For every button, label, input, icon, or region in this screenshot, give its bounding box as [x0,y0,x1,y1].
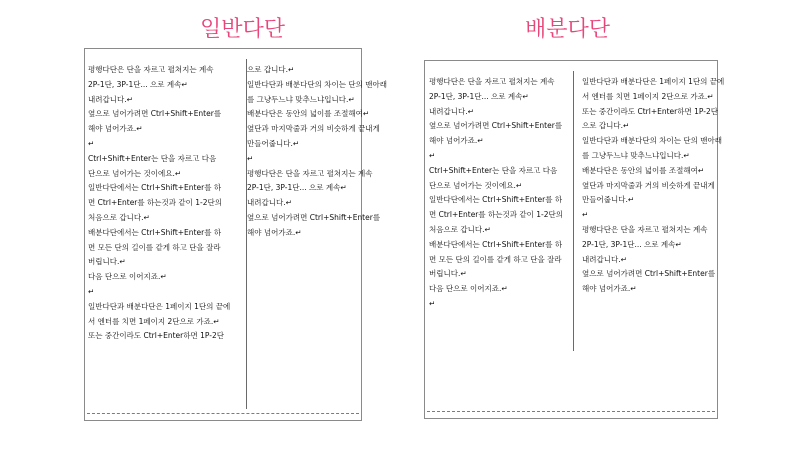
title-general-columns: 일반다단 [200,17,286,42]
text-line: 해야 넘어가죠.↵ [429,136,484,146]
text-line: 배분다단에서는 Ctrl+Shift+Enter를 하 [88,227,222,237]
text-line: 평행다단은 단을 자르고 펼쳐지는 계속 [88,65,214,74]
column-1 [429,75,572,312]
text-line: 옆단과 마지막줄과 거의 비슷하게 끝내게 [582,180,715,190]
text-line: 일반다단과 배분다단은 1페이지 1단의 끝에 [582,77,725,86]
text-line: 배분다단은 동안의 넓이를 조절해여↵ [582,165,705,175]
text-line: ↵ [88,138,95,148]
text-line: 만들어줍니다.↵ [247,138,300,148]
text-line: 단으로 넘어가는 것이에요.↵ [88,168,182,178]
text-line: 서 엔터를 치면 1페이지 2단으로 가죠.↵ [582,91,714,101]
column-2 [247,63,387,241]
text-line: 면 Ctrl+Enter를 하는것과 같이 1-2단의 [429,210,563,220]
column-1 [88,63,246,344]
title-distributed-columns: 배분다단 [525,17,611,42]
column-divider [573,71,574,351]
text-line: Ctrl+Shift+Enter는 단을 자르고 다음 [88,153,217,163]
text-line: 해야 넘어가죠.↵ [88,124,143,134]
text-line: ↵ [429,150,436,160]
text-line: 내려갑니다.↵ [582,254,627,264]
text-line: 다음 단으로 이어지죠.↵ [88,272,167,282]
page-break-line [427,411,715,412]
text-line: 서 엔터를 치면 1페이지 2단으로 가죠.↵ [88,316,220,326]
text-line: 해야 넘어가죠.↵ [247,227,302,237]
text-line: 옆으로 넘어가려면 Ctrl+Shift+Enter를 [247,212,381,222]
text-line: ↵ [247,153,254,163]
text-line: 옆으로 넘어가려면 Ctrl+Shift+Enter를 [429,121,563,131]
text-line: 2P-1단, 3P-1단... 으로 계속↵ [247,183,347,193]
text-line: 또는 중간이라도 Ctrl+Enter하면 1P-2단 [88,331,224,341]
text-line: 옆단과 마지막줄과 거의 비슷하게 끝내게 [247,124,380,134]
text-line: 옆으로 넘어가려면 Ctrl+Shift+Enter를 [582,269,716,279]
text-line: 또는 중간이라도 Ctrl+Enter하면 1P-2단 [582,106,718,116]
text-line: 평행다단은 단을 자르고 펼쳐지는 계속 [582,224,708,234]
text-line: 2P-1단, 3P-1단... 으로 계속↵ [88,79,188,89]
text-line: ↵ [429,298,436,308]
column-2 [582,75,725,297]
text-line: 2P-1단, 3P-1단... 으로 계속↵ [429,91,529,101]
text-line: 면 모든 단의 길이를 같게 하고 단을 잘라 [88,242,221,252]
text-line: 버립니다.↵ [88,257,126,267]
text-line: 를 그냥두느냐 맞추느냐입니다.↵ [247,94,355,104]
text-line: 만들어줍니다.↵ [582,195,635,205]
text-line: 버립니다.↵ [429,269,467,279]
text-line: 일반다단과 배분다단의 차이는 단의 맨아래 [247,79,387,89]
page-general-columns [84,48,387,421]
text-line: 면 Ctrl+Enter를 하는것과 같이 1-2단의 [88,198,222,208]
text-line: 으로 갑니다.↵ [582,121,630,131]
text-line: 배분다단은 동안의 넓이를 조절해여↵ [247,109,370,119]
text-line: 처음으로 갑니다.↵ [88,212,150,222]
text-line: 일반다단에서는 Ctrl+Shift+Enter를 하 [88,183,222,193]
text-line: 다음 단으로 이어지죠.↵ [429,284,508,294]
text-line: 내려갑니다.↵ [247,198,292,208]
text-line: Ctrl+Shift+Enter는 단을 자르고 다음 [429,165,558,175]
text-line: 으로 갑니다.↵ [247,65,295,74]
text-line: 면 모든 단의 길이를 같게 하고 단을 잘라 [429,254,562,264]
text-line: ↵ [88,286,95,296]
text-line: 배분다단에서는 Ctrl+Shift+Enter를 하 [429,239,563,249]
text-line: 를 그냥두느냐 맞추느냐입니다.↵ [582,150,690,160]
text-line: 2P-1단, 3P-1단... 으로 계속↵ [582,239,682,249]
page-break-line [87,413,359,414]
text-line: 일반다단과 배분다단은 1페이지 1단의 끝에 [88,301,231,311]
text-line: 해야 넘어가죠.↵ [582,284,637,294]
text-line: 평행다단은 단을 자르고 펼쳐지는 계속 [429,77,555,86]
text-line: 일반다단에서는 Ctrl+Shift+Enter를 하 [429,195,563,205]
page-distributed-columns [424,60,725,419]
text-line: ↵ [582,210,589,220]
text-line: 옆으로 넘어가려면 Ctrl+Shift+Enter를 [88,109,222,119]
text-line: 내려갑니다.↵ [88,94,133,104]
text-line: 내려갑니다.↵ [429,106,474,116]
text-line: 단으로 넘어가는 것이에요.↵ [429,180,523,190]
text-line: 평행다단은 단을 자르고 펼쳐지는 계속 [247,168,373,178]
text-line: 처음으로 갑니다.↵ [429,224,491,234]
text-line: 일반다단과 배분다단의 차이는 단의 맨아래 [582,136,722,146]
